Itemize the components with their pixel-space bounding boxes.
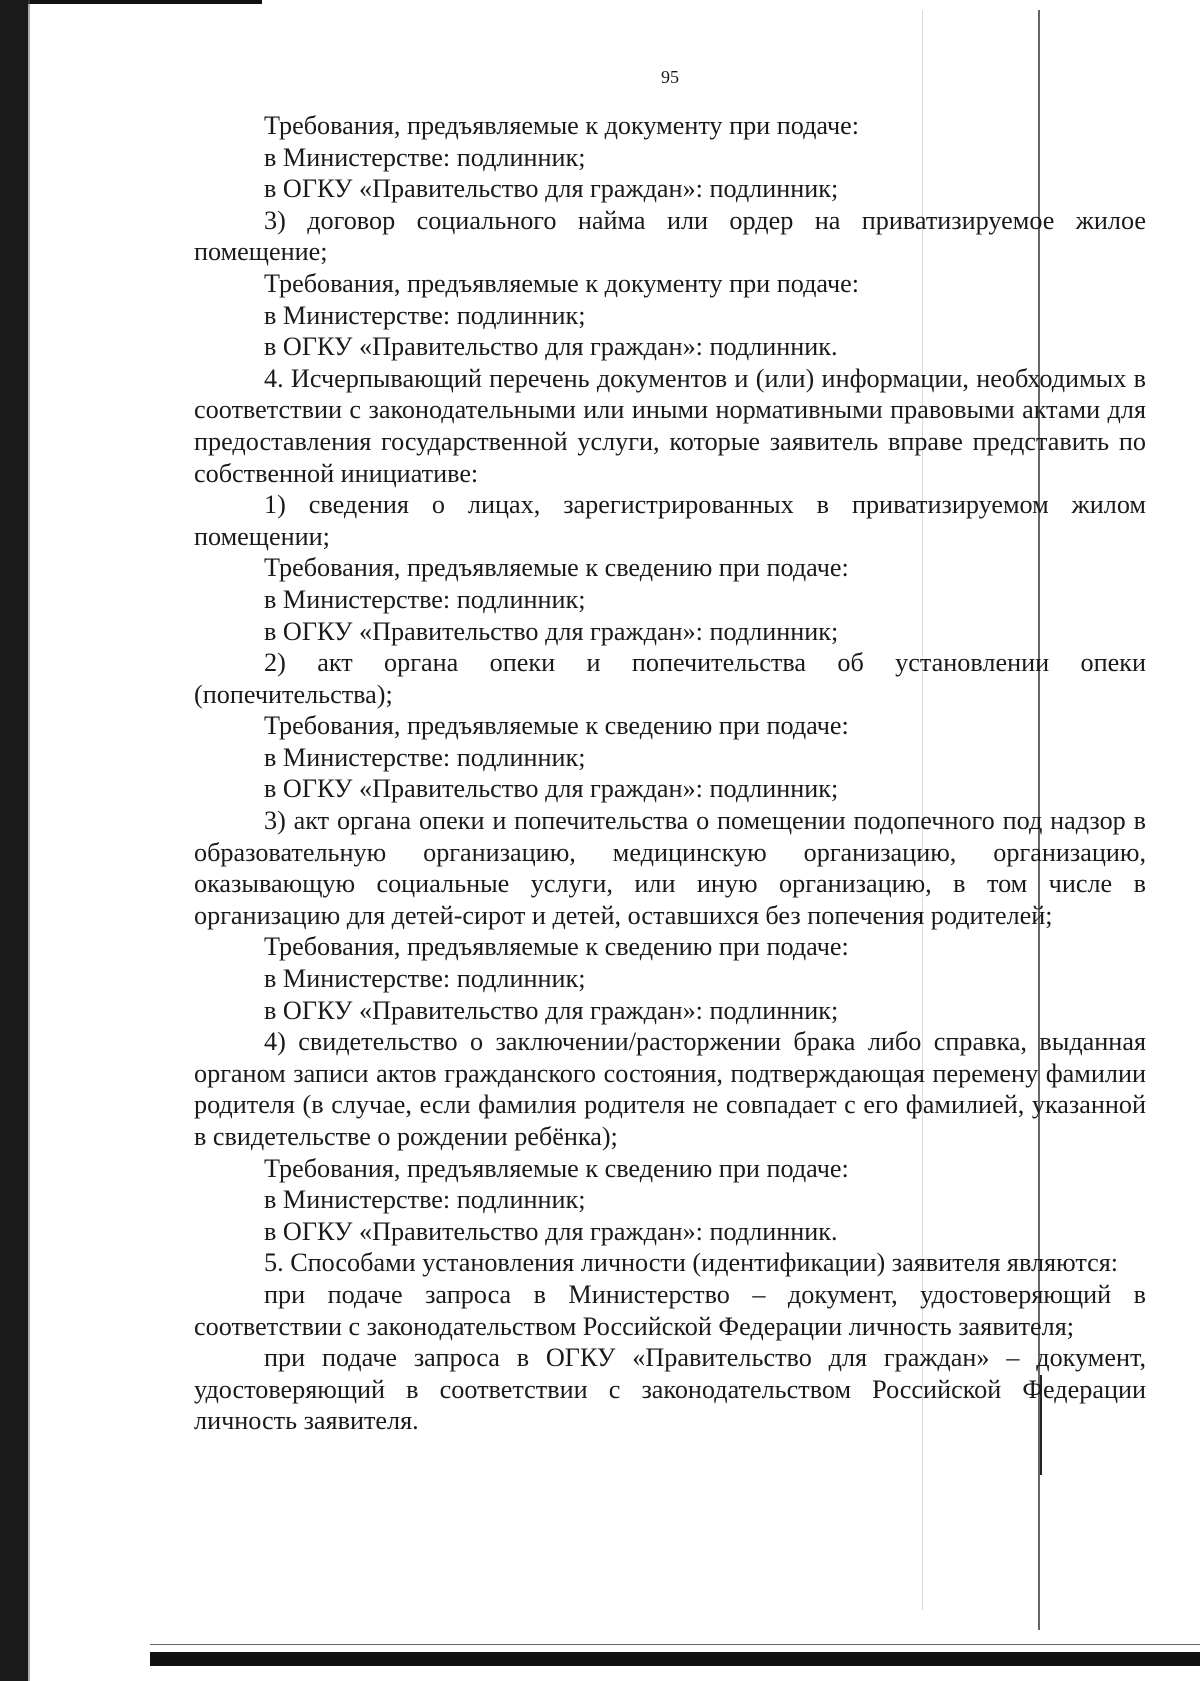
paragraph: 3) акт органа опеки и попечительства о помещении подопечного под надзор в образовательную организацию, медицинскую организацию, организацию, оказывающую социальные услуги, или иную организацию, в том числе в организацию для детей-сирот и детей, оставшихся без попечения родителей;: [194, 806, 1146, 930]
paragraph: в Министерстве: подлинник;: [264, 584, 586, 614]
paragraph: в Министерстве: подлинник;: [264, 742, 586, 772]
paragraph: Требования, предъявляемые к документу при подаче:: [264, 268, 860, 298]
paragraph: в ОГКУ «Правительство для граждан»: подлинник;: [264, 995, 839, 1025]
paragraph: в Министерстве: подлинник;: [264, 964, 586, 994]
paragraph: Требования, предъявляемые к сведению при подаче:: [264, 711, 849, 741]
paragraph: в ОГКУ «Правительство для граждан»: подлинник;: [264, 174, 839, 204]
document-body: [194, 110, 1146, 1437]
paragraph: 4) свидетельство о заключении/расторжении брака либо справка, выданная органом записи актов гражданского состояния, подтверждающая перемену фамилии родителя (в случае, если фамилия родителя не совпадает с его фамилией, указанной в свидетельстве о рождении ребёнка);: [194, 1027, 1146, 1151]
paragraph: 1) сведения о лицах, зарегистрированных в приватизируемом жилом помещении;: [194, 490, 1146, 551]
paragraph: в Министерстве: подлинник;: [264, 1185, 586, 1215]
paragraph: Требования, предъявляемые к сведению при подаче:: [264, 553, 849, 583]
paragraph: в Министерстве: подлинник;: [264, 300, 586, 330]
paragraph: 2) акт органа опеки и попечительства об установлении опеки (попечительства);: [194, 648, 1146, 709]
scan-edge-bottom: [150, 1652, 1200, 1666]
paragraph: 5. Способами установления личности (идентификации) заявителя являются:: [264, 1248, 1119, 1278]
paragraph: 3) договор социального найма или ордер на приватизируемое жилое помещение;: [194, 205, 1146, 267]
paragraph: Требования, предъявляемые к сведению при подаче:: [264, 1153, 849, 1183]
paragraph: при подаче запроса в ОГКУ «Правительство для граждан» – документ, удостоверяющий в соответствии с законодательством Российской Федерации личность заявителя.: [194, 1343, 1146, 1436]
page-number: 95: [661, 67, 679, 87]
paragraph: 4. Исчерпывающий перечень документов и (или) информации, необходимых в соответствии с законодательными или иными нормативными правовыми актами для предоставления государственной услуги, которые заявитель вправе представить по собственной инициативе:: [194, 363, 1146, 488]
paragraph: Требования, предъявляемые к сведению при подаче:: [264, 932, 849, 962]
scan-edge-left: [0, 0, 28, 1681]
paragraph: Требования, предъявляемые к документу при подаче:: [264, 111, 860, 140]
paragraph: в ОГКУ «Правительство для граждан»: подлинник.: [264, 1216, 838, 1246]
paragraph: в ОГКУ «Правительство для граждан»: подлинник;: [264, 616, 839, 646]
paragraph: при подаче запроса в Министерство – документ, удостоверяющий в соответствии с законодательством Российской Федерации личность заявителя;: [194, 1279, 1146, 1341]
scan-edge-top: [0, 0, 262, 4]
paragraph: в ОГКУ «Правительство для граждан»: подлинник.: [264, 332, 838, 362]
scan-edge-left-shadow: [28, 0, 30, 1681]
scan-edge-bottom-line: [150, 1644, 1200, 1645]
paragraph: в ОГКУ «Правительство для граждан»: подлинник;: [264, 774, 839, 804]
paragraph: в Министерстве: подлинник;: [264, 142, 586, 172]
